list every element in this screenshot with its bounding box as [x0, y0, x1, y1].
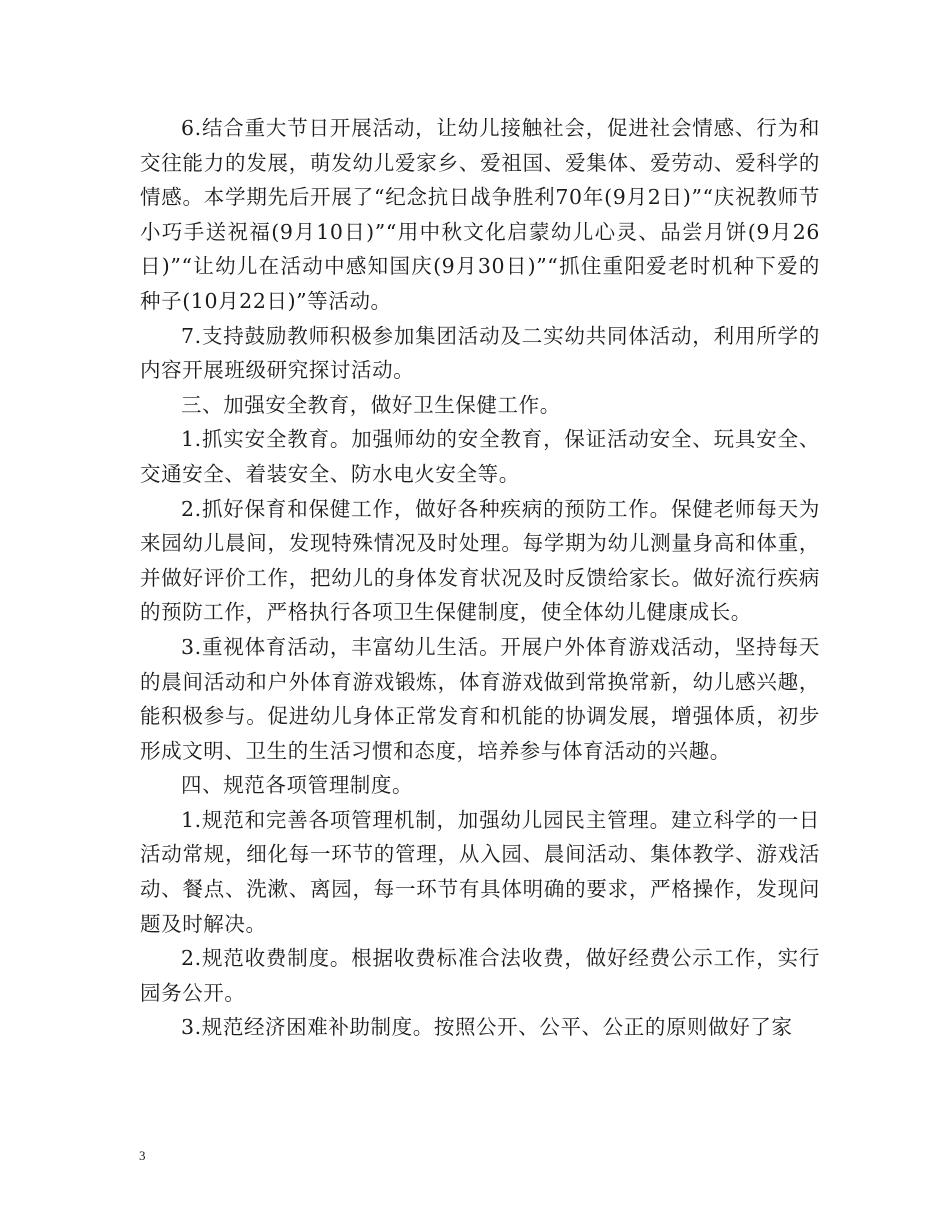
paragraph-financial-aid: 3.规范经济困难补助制度。按照公开、公平、公正的原则做好了家 — [181, 1015, 793, 1040]
paragraph-safety-education: 1.抓实安全教育。加强师幼的安全教育，保证活动安全、玩具安全、交通安全、着装安全、防水电火安全等。 — [140, 427, 820, 486]
paragraph-health-care: 2.抓好保育和保健工作，做好各种疾病的预防工作。保健老师每天为来园幼儿晨间，发现特殊情况及时处理。每学期为幼儿测量身高和体重，并做好评价工作，把幼儿的身体发育状况及时反馈给家长。做好流行疾病的预防工作，严格执行各项卫生保健制度，使全体幼儿健康成长。 — [140, 496, 820, 625]
document-body — [140, 111, 820, 1045]
paragraph-physical-activity: 3.重视体育活动，丰富幼儿生活。开展户外体育游戏活动，坚持每天的晨间活动和户外体育游戏锻炼，体育游戏做到常换常新，幼儿感兴趣，能积极参与。促进幼儿身体正常发育和机能的协调发展，增强体质，初步形成文明、卫生的生活习惯和态度，培养参与体育活动的兴趣。 — [140, 634, 820, 763]
section-heading-management: 四、规范各项管理制度。 — [181, 773, 414, 798]
paragraph-teacher-research: 7.支持鼓励教师积极参加集团活动及二实幼共同体活动，利用所学的内容开展班级研究探讨活动。 — [140, 323, 820, 383]
page-number: 3 — [139, 1148, 146, 1163]
paragraph-management-mechanism: 1.规范和完善各项管理机制，加强幼儿园民主管理。建立科学的一日活动常规，细化每一环节的管理，从入园、晨间活动、集体教学、游戏活动、餐点、洗漱、离园，每一环节有具体明确的要求，严格操作，发现问题及时解决。 — [140, 807, 820, 936]
section-heading-safety: 三、加强安全教育，做好卫生保健工作。 — [181, 392, 561, 417]
paragraph-festival-activities: 6.结合重大节日开展活动，让幼儿接触社会，促进社会情感、行为和交往能力的发展，萌发幼儿爱家乡、爱祖国、爱集体、爱劳动、爱科学的情感。本学期先后开展了“纪念抗日战争胜利70年(9月2日)”“庆祝教师节小巧手送祝福(9月10日)”“用中秋文化启蒙幼儿心灵、品尝月饼(9月26日)”“让幼儿在活动中感知国庆(9月30日)”“抓住重阳爱老时机种下爱的种子(10月22日)”等活动。 — [140, 116, 820, 313]
paragraph-fee-system: 2.规范收费制度。根据收费标准合法收费，做好经费公示工作，实行园务公开。 — [140, 946, 820, 1005]
